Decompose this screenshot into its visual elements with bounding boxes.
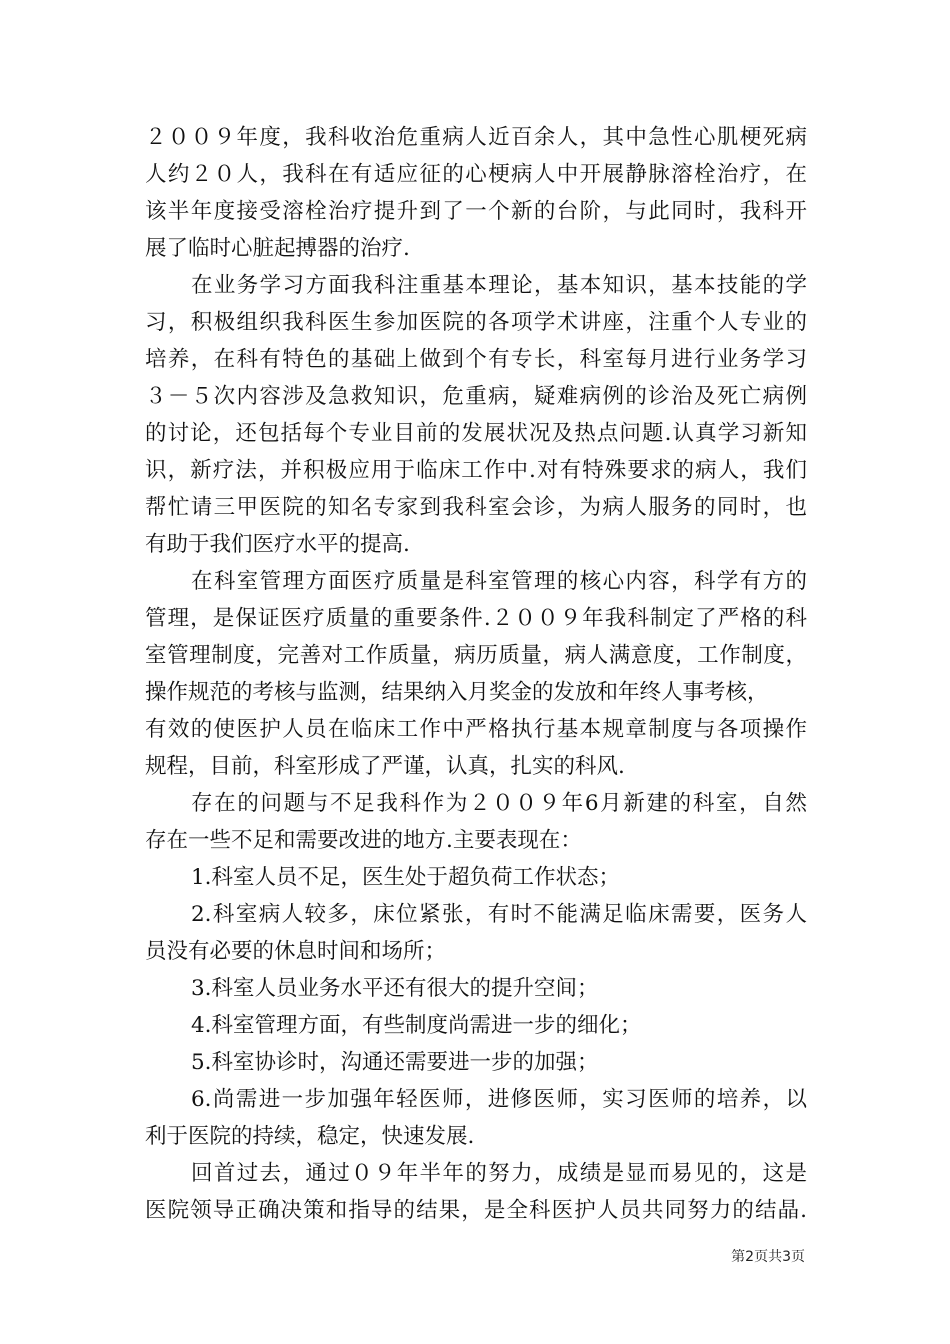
list-item	[145, 970, 807, 1007]
text-line: 存在一些不足和需要改进的地方.主要表现在：	[145, 828, 582, 853]
text-line: 员没有必要的休息时间和场所；	[145, 939, 447, 964]
text-line: 在业务学习方面我科注重基本理论，基本知识，基本技能的学	[191, 273, 807, 298]
text-line: 习，积极组织我科医生参加医院的各项学术讲座，注重个人专业的	[145, 310, 807, 335]
text-line: 存在的问题与不足我科作为２００９年6月新建的科室，自然	[191, 791, 807, 816]
list-item	[145, 1081, 807, 1155]
text-line: 5.科室协诊时，沟通还需要进一步的加强；	[191, 1050, 599, 1075]
paragraph-annual-summary	[145, 119, 807, 267]
text-line: 在科室管理方面医疗质量是科室管理的核心内容，科学有方的	[191, 569, 807, 594]
text-line: 室管理制度，完善对工作质量，病历质量，病人满意度，工作制度，	[145, 643, 807, 668]
text-line: 医院领导正确决策和指导的结果，是全科医护人员共同努力的结晶.	[145, 1198, 807, 1223]
list-item	[145, 1044, 807, 1081]
document-body	[145, 119, 807, 1229]
text-line: 展了临时心脏起搏器的治疗.	[145, 236, 410, 261]
text-line: 有助于我们医疗水平的提高.	[145, 532, 410, 557]
text-line: 操作规范的考核与监测，结果纳入月奖金的发放和年终人事考核，	[145, 680, 769, 705]
text-line: 利于医院的持续，稳定，快速发展.	[145, 1124, 475, 1149]
text-line: 该半年度接受溶栓治疗提升到了一个新的台阶，与此同时，我科开	[145, 199, 807, 224]
list-item	[145, 859, 807, 896]
text-line: 有效的使医护人员在临床工作中严格执行基本规章制度与各项操作	[145, 717, 807, 742]
text-line: 培养，在科有特色的基础上做到个有专长，科室每月进行业务学习	[145, 347, 807, 372]
text-line: ２００９年度，我科收治危重病人近百余人，其中急性心肌梗死病	[145, 125, 807, 150]
text-line: 人约２０人，我科在有适应征的心梗病人中开展静脉溶栓治疗，在	[145, 162, 807, 187]
text-line: 6.尚需进一步加强年轻医师，进修医师，实习医师的培养，以	[191, 1087, 807, 1112]
paragraph-study	[145, 267, 807, 563]
list-item	[145, 1007, 807, 1044]
text-line: 3.科室人员业务水平还有很大的提升空间；	[191, 976, 599, 1001]
text-line: 回首过去，通过０９年半年的努力，成绩是显而易见的，这是	[191, 1161, 807, 1186]
text-line: 识，新疗法，并积极应用于临床工作中.对有特殊要求的病人，我们	[145, 458, 807, 483]
text-line: 2.科室病人较多，床位紧张，有时不能满足临床需要，医务人	[191, 902, 807, 927]
paragraph-conclusion	[145, 1155, 807, 1229]
paragraph-management	[145, 563, 807, 785]
page-number: 第2页共3页	[731, 1249, 805, 1265]
list-item	[145, 896, 807, 970]
text-line: 1.科室人员不足，医生处于超负荷工作状态；	[191, 865, 621, 890]
text-line: 规程，目前，科室形成了严谨，认真，扎实的科风.	[145, 754, 625, 779]
paragraph-problems	[145, 785, 807, 859]
text-line: 4.科室管理方面，有些制度尚需进一步的细化；	[191, 1013, 642, 1038]
text-line: 帮忙请三甲医院的知名专家到我科室会诊，为病人服务的同时，也	[145, 495, 807, 520]
text-line: ３－５次内容涉及急救知识，危重病，疑难病例的诊治及死亡病例	[145, 384, 807, 409]
text-line: 管理，是保证医疗质量的重要条件.２００９年我科制定了严格的科	[145, 606, 807, 631]
text-line: 的讨论，还包括每个专业目前的发展状况及热点问题.认真学习新知	[145, 421, 807, 446]
